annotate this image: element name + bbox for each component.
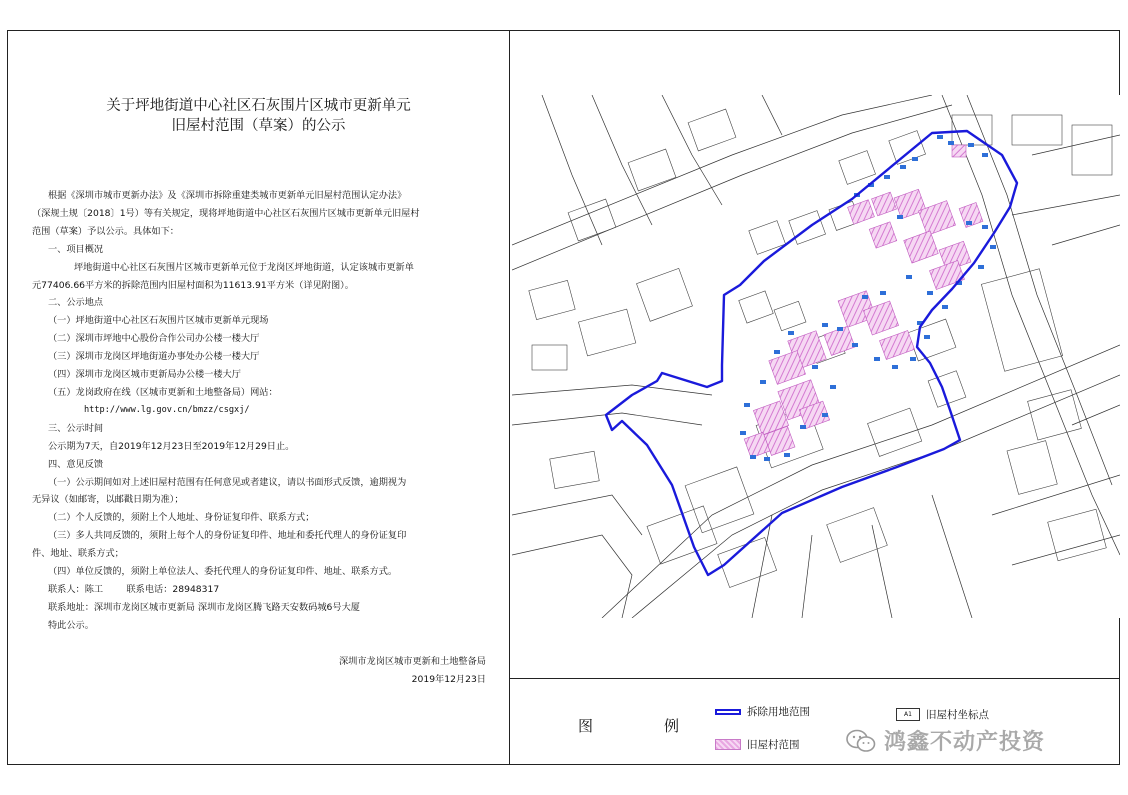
wechat-icon [846,728,876,754]
list-item: （二）个人反馈的，须附上个人地址、身份证复印件、联系方式； [48,512,315,524]
signature-block [290,653,486,689]
site-map [512,95,1120,618]
site-map-drawing [512,95,1120,618]
signature-date: 2019年12月23日 [411,674,486,685]
closing-line: 特此公示。 [48,619,94,631]
title-line-1: 关于坪地街道中心社区石灰围片区城市更新单元 [106,98,411,114]
title-line-2: 旧屋村范围（草案）的公示 [171,118,346,134]
watermark [846,725,1045,756]
legend-item-coordinate [896,707,989,722]
paragraph: 件、地址、联系方式； [32,548,124,560]
paragraph: 公示期为7天，自2019年12月23日至2019年12月29日止。 [48,440,295,452]
hatch-swatch [715,739,741,750]
list-item: （二）深圳市坪地中心股份合作公司办公楼一楼大厅 [48,333,260,345]
contact-person: 联系人：陈工 联系电话：28948317 [48,583,220,595]
list-item: （四）深圳市龙岗区城市更新局办公楼一楼大厅 [48,369,241,381]
list-item: （一）公示期间如对上述旧屋村范围有任何意见或者建议，请以书面形式反馈，逾期视为 [48,476,407,488]
paragraph: 根据《深圳市城市更新办法》及《深圳市拆除重建类城市更新单元旧屋村范围认定办法》 [48,190,407,201]
legend-old-village-label: 旧屋村范围 [747,739,800,751]
legend-title: 图 例 [578,717,708,735]
legend-boundary-label: 拆除用地范围 [747,706,810,718]
watermark-text: 鸿鑫不动产投资 [884,730,1046,755]
list-item: （三）深圳市龙岗区坪地街道办事处办公楼一楼大厅 [48,351,260,363]
notice-title [7,96,510,136]
list-item: （五）龙岗政府在线（区城市更新和土地整备局）网站： [48,386,278,398]
paragraph: 无异议（如邮寄，以邮戳日期为准）； [32,494,184,506]
section-heading: 二、公示地点 [48,297,104,309]
list-item: （一）坪地街道中心社区石灰围片区城市更新单元现场 [48,315,269,327]
paragraph: 坪地街道中心社区石灰围片区城市更新单元位于龙岗区坪地街道，认定该城市更新单 [74,261,414,273]
legend-item-boundary [715,704,810,719]
contact-address: 联系地址：深圳市龙岗区城市更新局 深圳市龙岗区腾飞路天安数码城6号大厦 [48,601,360,613]
notice-body [32,187,480,635]
paragraph: 范围（草案）予以公示。具体如下： [32,225,179,237]
legend-item-old-village [715,737,800,752]
boundary-line-swatch [715,709,741,715]
coordinate-tag-swatch: A1 [896,708,920,721]
paragraph: 元77406.66平方米的拆除范围内旧屋村面积为11613.91平方米（详见附图）。 [32,279,354,291]
section-heading: 一、项目概况 [48,243,104,255]
signature-org: 深圳市龙岗区城市更新和土地整备局 [339,656,486,667]
section-heading: 三、公示时间 [48,422,104,434]
list-item: （三）多人共同反馈的，须附上每个人的身份证复印件、地址和委托代理人的身份证复印 [48,530,407,542]
website-link[interactable]: http://www.lg.gov.cn/bmzz/csgxj/ [84,404,250,415]
paragraph: （深规土规〔2018〕1号）等有关规定，现将坪地街道中心社区石灰围片区城市更新单元旧屋村 [32,207,420,219]
legend-coordinate-label: 旧屋村坐标点 [926,709,989,721]
section-heading: 四、意见反馈 [48,458,104,470]
list-item: （四）单位反馈的，须附上单位法人、委托代理人的身份证复印件、地址、联系方式。 [48,566,398,578]
